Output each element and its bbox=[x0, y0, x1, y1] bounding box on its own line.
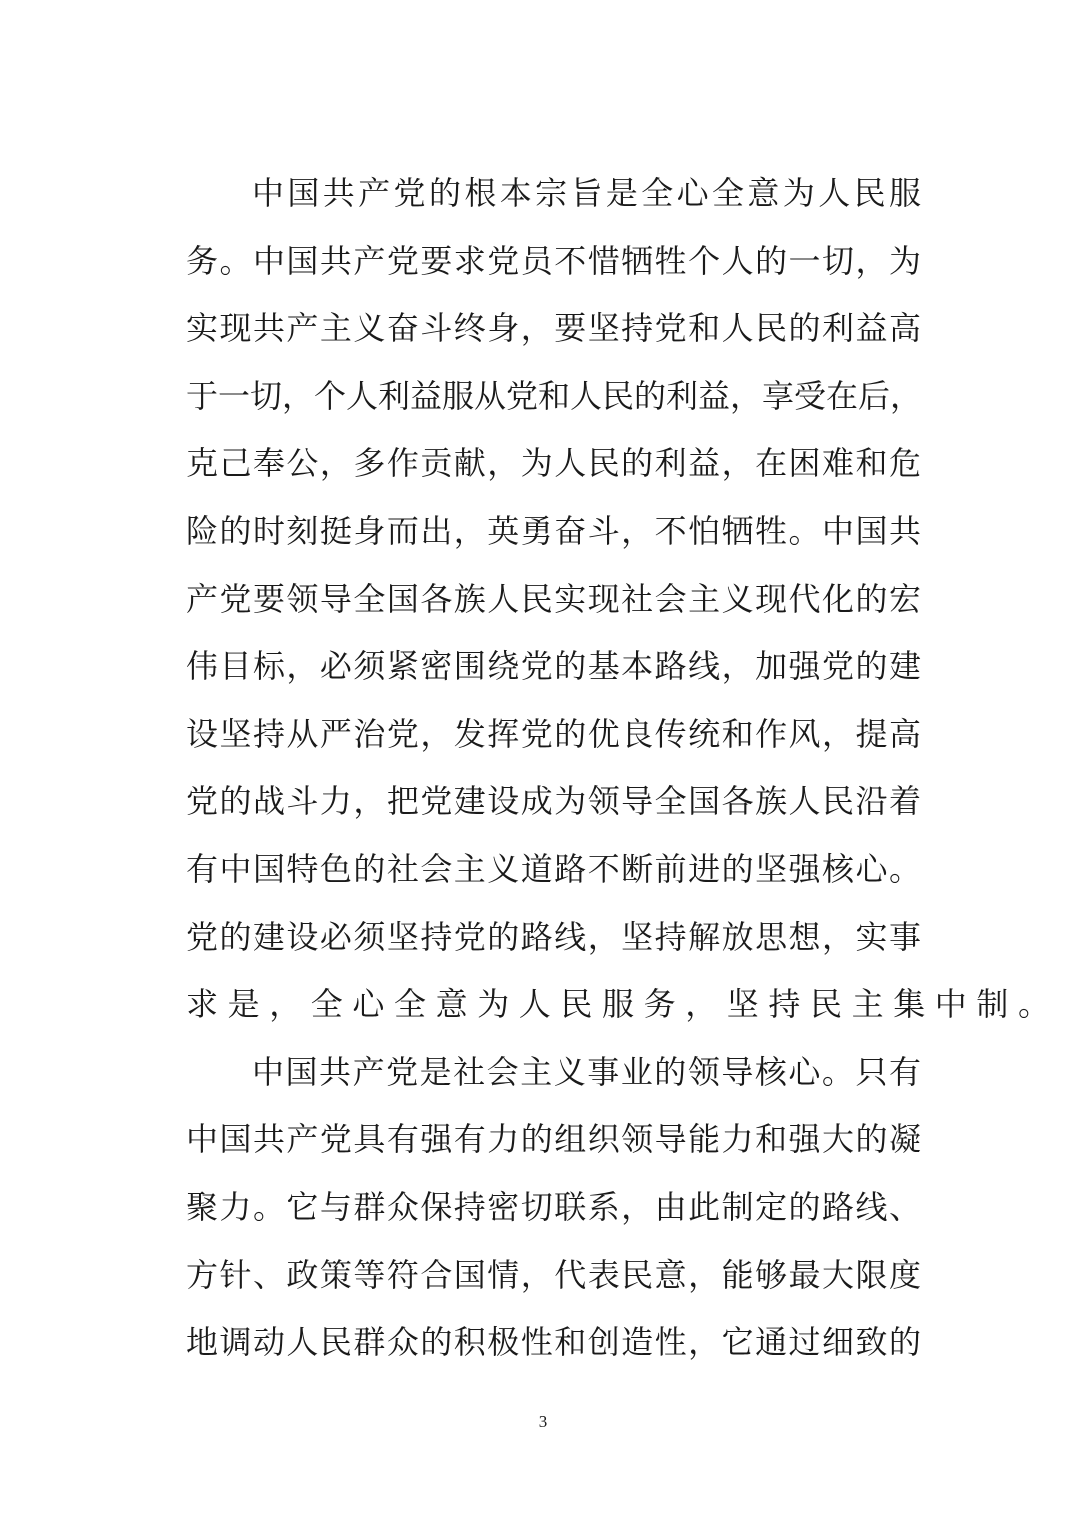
text-line: 务。中国共产党要求党员不惜牺牲个人的一切，为 bbox=[186, 241, 921, 280]
text-line: 方针、政策等符合国情，代表民意，能够最大限度 bbox=[186, 1255, 921, 1294]
text-line: 聚力。它与群众保持密切联系，由此制定的路线、 bbox=[186, 1187, 921, 1226]
text-line: 中国共产党的根本宗旨是全心全意为人民服 bbox=[252, 174, 921, 212]
text-line: 克己奉公，多作贡献，为人民的利益，在困难和危 bbox=[186, 444, 921, 483]
text-line: 求是，全心全意为人民服务，坚持民主集中制。 bbox=[186, 985, 1060, 1024]
paragraph-1 bbox=[186, 160, 1060, 1039]
body-text bbox=[186, 160, 1060, 1377]
text-line: 产党要领导全国各族人民实现社会主义现代化的宏 bbox=[186, 579, 921, 618]
text-line: 实现共产主义奋斗终身，要坚持党和人民的利益高 bbox=[186, 309, 921, 348]
text-line: 中国共产党具有强有力的组织领导能力和强大的凝 bbox=[186, 1120, 921, 1159]
text-line: 党的战斗力，把党建设成为领导全国各族人民沿着 bbox=[186, 782, 921, 821]
text-line: 设坚持从严治党，发挥党的优良传统和作风，提高 bbox=[186, 714, 921, 753]
text-line: 有中国特色的社会主义道路不断前进的坚强核心。 bbox=[186, 849, 921, 888]
text-line: 险的时刻挺身而出，英勇奋斗，不怕牺牲。中国共 bbox=[186, 511, 921, 550]
text-line: 地调动人民群众的积极性和创造性，它通过细致的 bbox=[186, 1323, 921, 1362]
text-line: 伟目标，必须紧密围绕党的基本路线，加强党的建 bbox=[186, 647, 921, 686]
page-number: 3 bbox=[538, 1412, 548, 1431]
text-line: 党的建设必须坚持党的路线，坚持解放思想，实事 bbox=[186, 917, 921, 956]
text-line: 中国共产党是社会主义事业的领导核心。只有 bbox=[252, 1052, 921, 1091]
text-line: 于一切，个人利益服从党和人民的利益，享受在后， bbox=[186, 376, 923, 415]
paragraph-2 bbox=[186, 1039, 921, 1377]
